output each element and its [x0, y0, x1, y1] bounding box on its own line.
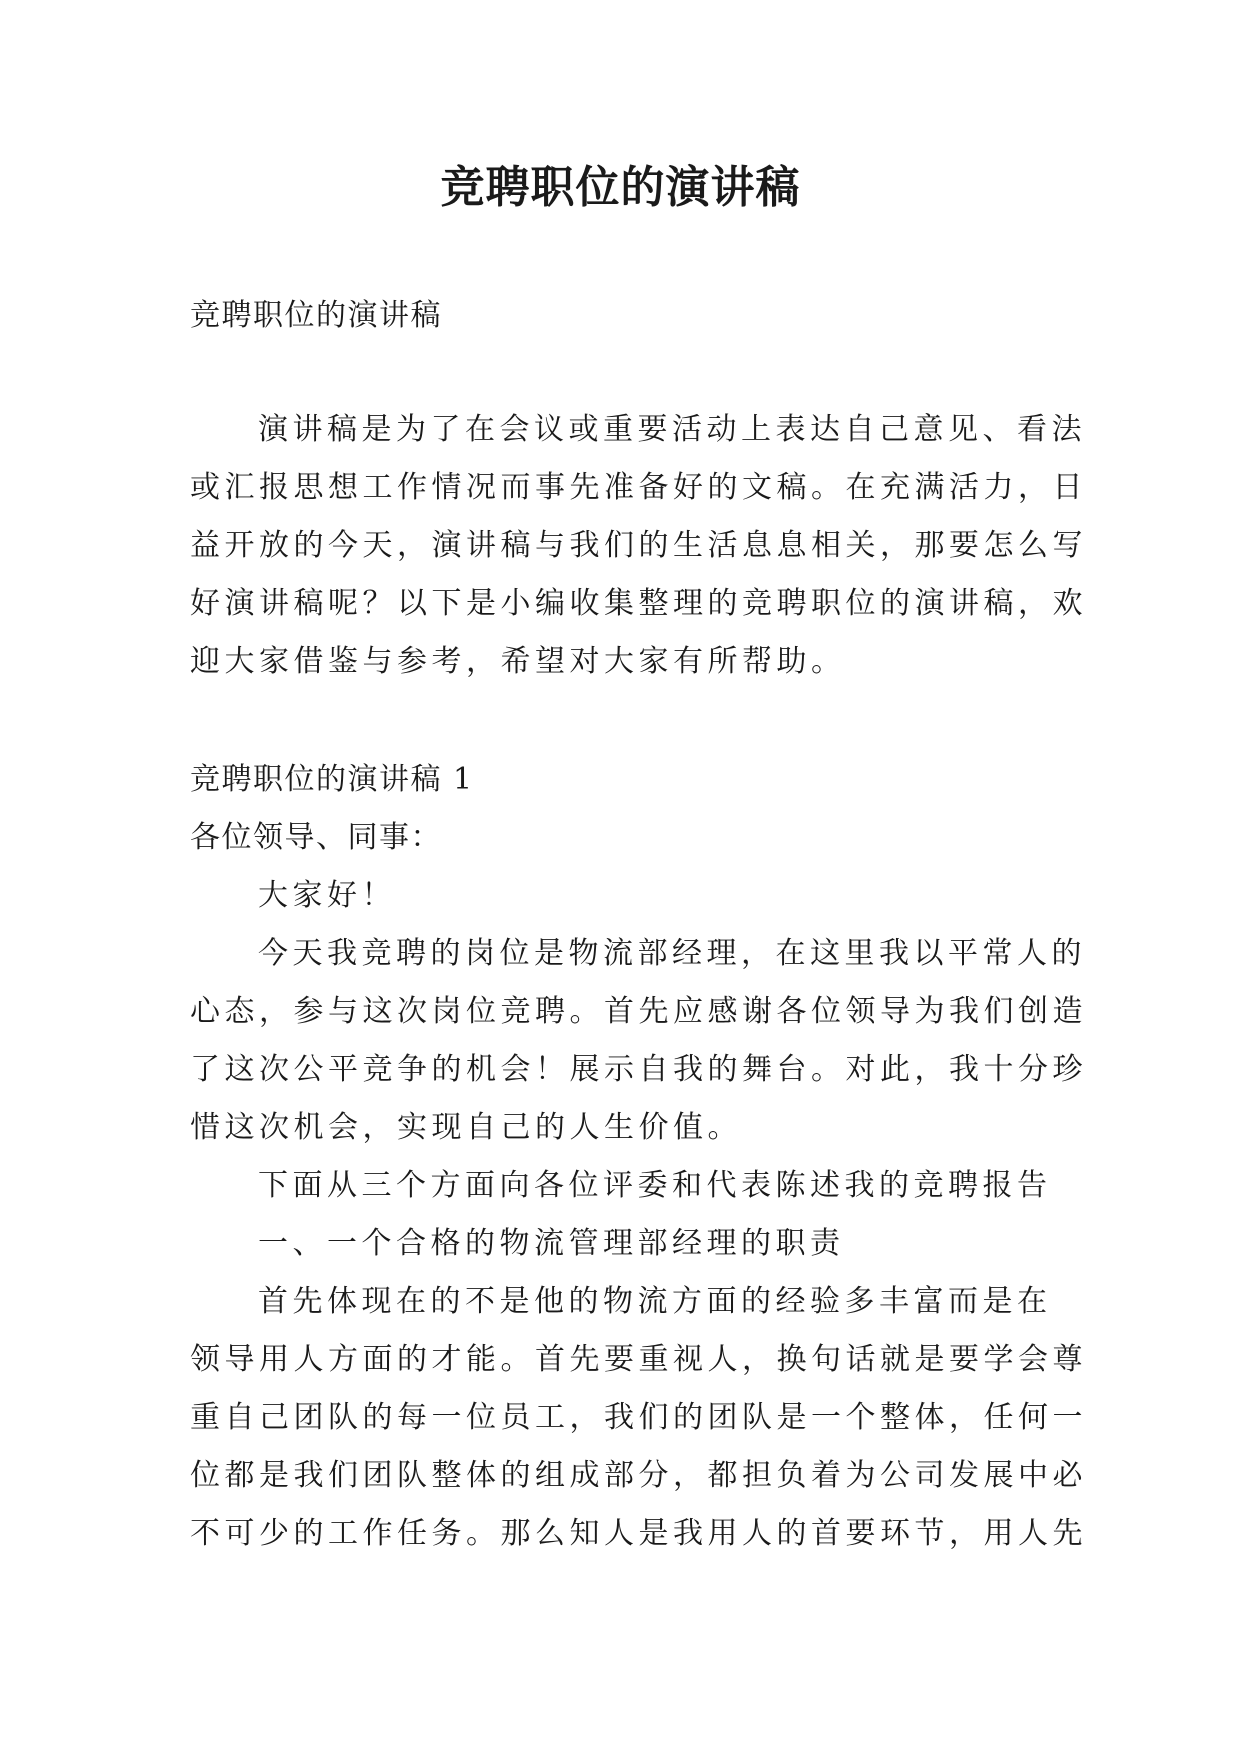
body-line: 演讲稿是为了在会议或重要活动上表达自己意见、看法 — [258, 412, 1086, 447]
body-line: 或汇报思想工作情况而事先准备好的文稿。在充满活力，日 — [190, 470, 1087, 505]
body-line: 各位领导、同事： — [190, 820, 442, 855]
body-line: 惜这次机会，实现自己的人生价值。 — [190, 1110, 742, 1145]
body-line: 心态，参与这次岗位竞聘。首先应感谢各位领导为我们创造 — [190, 994, 1087, 1029]
body-line: 下面从三个方面向各位评委和代表陈述我的竞聘报告 — [258, 1168, 1052, 1203]
body-line: 益开放的今天，演讲稿与我们的生活息息相关，那要怎么写 — [190, 528, 1087, 563]
body-line: 领导用人方面的才能。首先要重视人，换句话就是要学会尊 — [190, 1342, 1087, 1377]
body-line: 迎大家借鉴与参考，希望对大家有所帮助。 — [190, 644, 846, 679]
body-line: 了这次公平竞争的机会！展示自我的舞台。对此，我十分珍 — [190, 1052, 1087, 1087]
body-line: 一、一个合格的物流管理部经理的职责 — [258, 1226, 845, 1261]
body-line: 首先体现在的不是他的物流方面的经验多丰富而是在 — [258, 1284, 1052, 1319]
body-line: 竞聘职位的演讲稿 1 — [190, 762, 474, 797]
body-line: 大家好！ — [258, 878, 396, 913]
body-line: 不可少的工作任务。那么知人是我用人的首要环节，用人先 — [190, 1516, 1087, 1551]
body-line: 今天我竞聘的岗位是物流部经理，在这里我以平常人的 — [258, 936, 1086, 971]
document-title: 竞聘职位的演讲稿 — [440, 162, 801, 213]
body-line: 竞聘职位的演讲稿 — [190, 298, 442, 333]
body-line: 位都是我们团队整体的组成部分，都担负着为公司发展中必 — [190, 1458, 1087, 1493]
body-line: 好演讲稿呢？以下是小编收集整理的竞聘职位的演讲稿，欢 — [190, 586, 1087, 621]
body-line: 重自己团队的每一位员工，我们的团队是一个整体，任何一 — [190, 1400, 1087, 1435]
